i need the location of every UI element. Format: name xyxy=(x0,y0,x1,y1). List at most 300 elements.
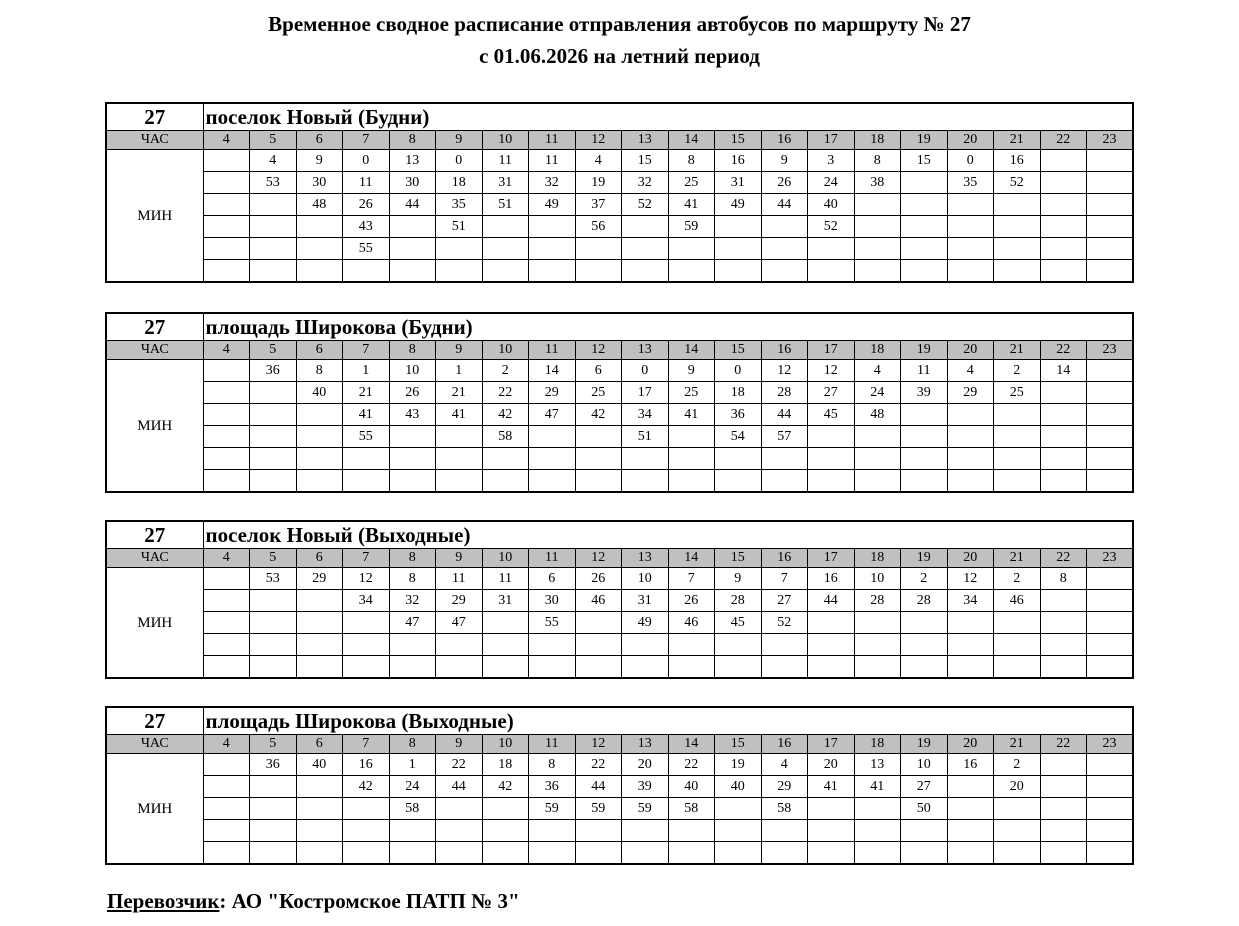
minute-cell xyxy=(854,612,901,634)
hour-cell: 11 xyxy=(529,735,576,754)
minute-cell: 28 xyxy=(715,590,762,612)
minute-cell xyxy=(482,260,529,283)
route-number: 27 xyxy=(106,103,203,131)
hour-cell: 5 xyxy=(250,735,297,754)
minute-cell: 14 xyxy=(529,360,576,382)
hour-cell: 8 xyxy=(389,341,436,360)
minute-cell: 25 xyxy=(668,382,715,404)
minute-cell xyxy=(715,842,762,865)
minute-cell: 2 xyxy=(994,360,1041,382)
hour-cell: 17 xyxy=(808,341,855,360)
minute-cell: 45 xyxy=(715,612,762,634)
minute-cell xyxy=(250,776,297,798)
minute-cell: 9 xyxy=(296,150,343,172)
minute-cell xyxy=(947,656,994,679)
minute-cell xyxy=(389,448,436,470)
minute-cell: 7 xyxy=(668,568,715,590)
minute-cell xyxy=(203,360,250,382)
minute-cell xyxy=(203,216,250,238)
hour-cell: 7 xyxy=(343,549,390,568)
minute-cell: 16 xyxy=(715,150,762,172)
hour-cell: 18 xyxy=(854,131,901,150)
hour-cell: 5 xyxy=(250,341,297,360)
hours-row xyxy=(106,131,1133,150)
minute-cell xyxy=(436,656,483,679)
hour-cell: 4 xyxy=(203,735,250,754)
minute-cell xyxy=(901,172,948,194)
minute-cell: 49 xyxy=(715,194,762,216)
minute-cell xyxy=(250,656,297,679)
minute-cell: 58 xyxy=(482,426,529,448)
hour-cell: 20 xyxy=(947,341,994,360)
minute-cell xyxy=(436,426,483,448)
hour-cell: 13 xyxy=(622,735,669,754)
minute-cell xyxy=(529,656,576,679)
minute-cell xyxy=(947,776,994,798)
minutes-row xyxy=(106,470,1133,493)
minutes-row xyxy=(106,260,1133,283)
minute-cell xyxy=(715,798,762,820)
minute-cell xyxy=(668,634,715,656)
minute-cell: 8 xyxy=(296,360,343,382)
minute-cell xyxy=(529,260,576,283)
minute-cell: 31 xyxy=(482,590,529,612)
minute-cell: 35 xyxy=(436,194,483,216)
hour-cell: 17 xyxy=(808,549,855,568)
minute-cell xyxy=(901,820,948,842)
minute-cell xyxy=(715,634,762,656)
minute-cell: 44 xyxy=(761,194,808,216)
minute-cell: 4 xyxy=(250,150,297,172)
minutes-label: МИН xyxy=(106,754,203,865)
minute-cell xyxy=(947,634,994,656)
minute-cell: 47 xyxy=(389,612,436,634)
minute-cell xyxy=(808,842,855,865)
minute-cell xyxy=(715,470,762,493)
hours-row xyxy=(106,735,1133,754)
minute-cell: 24 xyxy=(389,776,436,798)
hour-cell: 4 xyxy=(203,131,250,150)
minute-cell xyxy=(994,216,1041,238)
minute-cell xyxy=(250,798,297,820)
minute-cell: 2 xyxy=(994,568,1041,590)
route-number: 27 xyxy=(106,521,203,549)
minute-cell xyxy=(343,798,390,820)
minute-cell xyxy=(1040,216,1087,238)
minute-cell xyxy=(203,150,250,172)
minute-cell: 22 xyxy=(482,382,529,404)
hour-cell: 23 xyxy=(1087,735,1134,754)
minute-cell xyxy=(296,634,343,656)
minute-cell xyxy=(1040,798,1087,820)
minute-cell xyxy=(1040,426,1087,448)
minute-cell xyxy=(1040,590,1087,612)
minute-cell xyxy=(715,448,762,470)
minute-cell xyxy=(1087,360,1134,382)
minute-cell xyxy=(1087,238,1134,260)
minute-cell xyxy=(203,238,250,260)
minute-cell xyxy=(250,238,297,260)
direction-title: поселок Новый (Будни) xyxy=(203,103,1133,131)
minute-cell xyxy=(203,776,250,798)
minute-cell xyxy=(994,470,1041,493)
minute-cell: 38 xyxy=(854,172,901,194)
minute-cell: 24 xyxy=(808,172,855,194)
minute-cell xyxy=(854,820,901,842)
minute-cell xyxy=(436,238,483,260)
minute-cell: 2 xyxy=(901,568,948,590)
minute-cell: 12 xyxy=(947,568,994,590)
minute-cell xyxy=(203,798,250,820)
hour-cell: 11 xyxy=(529,131,576,150)
minute-cell: 53 xyxy=(250,568,297,590)
minute-cell: 44 xyxy=(389,194,436,216)
minute-cell xyxy=(1040,382,1087,404)
minute-cell xyxy=(808,634,855,656)
minute-cell xyxy=(436,798,483,820)
minute-cell xyxy=(622,238,669,260)
hours-row xyxy=(106,341,1133,360)
hour-cell: 14 xyxy=(668,131,715,150)
minute-cell: 13 xyxy=(389,150,436,172)
minute-cell xyxy=(901,612,948,634)
hour-cell: 7 xyxy=(343,341,390,360)
minute-cell xyxy=(761,820,808,842)
hour-cell: 10 xyxy=(482,735,529,754)
minute-cell: 16 xyxy=(947,754,994,776)
timetable-header xyxy=(106,103,1133,131)
minute-cell xyxy=(947,448,994,470)
minute-cell xyxy=(622,260,669,283)
minute-cell xyxy=(203,470,250,493)
minute-cell xyxy=(994,842,1041,865)
minute-cell xyxy=(668,820,715,842)
minute-cell xyxy=(994,194,1041,216)
hour-cell: 15 xyxy=(715,341,762,360)
minute-cell: 22 xyxy=(668,754,715,776)
minute-cell xyxy=(1087,150,1134,172)
hour-label: ЧАС xyxy=(106,341,203,360)
hour-cell: 5 xyxy=(250,131,297,150)
minute-cell: 3 xyxy=(808,150,855,172)
hour-cell: 23 xyxy=(1087,549,1134,568)
hour-cell: 15 xyxy=(715,549,762,568)
minute-cell: 29 xyxy=(436,590,483,612)
minute-cell xyxy=(482,634,529,656)
minutes-row xyxy=(106,798,1133,820)
minute-cell: 12 xyxy=(343,568,390,590)
hour-cell: 19 xyxy=(901,735,948,754)
hour-cell: 22 xyxy=(1040,341,1087,360)
minute-cell: 47 xyxy=(529,404,576,426)
minute-cell: 18 xyxy=(715,382,762,404)
minute-cell: 52 xyxy=(994,172,1041,194)
hour-cell: 8 xyxy=(389,735,436,754)
minute-cell xyxy=(296,470,343,493)
minute-cell xyxy=(250,842,297,865)
minute-cell: 56 xyxy=(575,216,622,238)
minute-cell xyxy=(343,656,390,679)
minute-cell xyxy=(296,590,343,612)
minute-cell: 55 xyxy=(529,612,576,634)
minute-cell xyxy=(1087,656,1134,679)
minute-cell: 43 xyxy=(343,216,390,238)
minute-cell: 36 xyxy=(529,776,576,798)
hour-cell: 22 xyxy=(1040,549,1087,568)
hour-cell: 18 xyxy=(854,735,901,754)
hour-cell: 4 xyxy=(203,341,250,360)
minute-cell: 40 xyxy=(296,754,343,776)
minute-cell: 48 xyxy=(296,194,343,216)
minute-cell xyxy=(250,612,297,634)
minute-cell xyxy=(808,238,855,260)
minute-cell xyxy=(1040,656,1087,679)
timetable-header xyxy=(106,521,1133,549)
minute-cell xyxy=(854,448,901,470)
hour-cell: 6 xyxy=(296,131,343,150)
minute-cell xyxy=(808,470,855,493)
timetable-header xyxy=(106,313,1133,341)
minute-cell: 29 xyxy=(947,382,994,404)
minute-cell xyxy=(389,842,436,865)
minute-cell xyxy=(203,612,250,634)
minute-cell: 10 xyxy=(854,568,901,590)
timetable xyxy=(105,706,1134,865)
minutes-row xyxy=(106,360,1133,382)
minute-cell xyxy=(203,590,250,612)
minute-cell xyxy=(901,238,948,260)
minute-cell xyxy=(296,820,343,842)
minute-cell: 11 xyxy=(529,150,576,172)
minute-cell: 6 xyxy=(575,360,622,382)
minutes-row xyxy=(106,754,1133,776)
hour-cell: 23 xyxy=(1087,131,1134,150)
minute-cell xyxy=(389,820,436,842)
minute-cell xyxy=(854,426,901,448)
minute-cell xyxy=(575,470,622,493)
minute-cell xyxy=(715,216,762,238)
minute-cell xyxy=(575,842,622,865)
minute-cell: 59 xyxy=(622,798,669,820)
minute-cell: 34 xyxy=(947,590,994,612)
hour-cell: 19 xyxy=(901,341,948,360)
minute-cell xyxy=(296,238,343,260)
minute-cell: 11 xyxy=(482,568,529,590)
hour-cell: 19 xyxy=(901,549,948,568)
minute-cell xyxy=(668,448,715,470)
minute-cell: 20 xyxy=(994,776,1041,798)
minute-cell: 55 xyxy=(343,426,390,448)
minute-cell: 19 xyxy=(575,172,622,194)
minute-cell: 59 xyxy=(575,798,622,820)
minute-cell xyxy=(575,820,622,842)
minute-cell: 39 xyxy=(622,776,669,798)
hour-cell: 22 xyxy=(1040,735,1087,754)
minute-cell: 27 xyxy=(901,776,948,798)
minute-cell xyxy=(1040,776,1087,798)
minute-cell xyxy=(854,842,901,865)
hour-cell: 12 xyxy=(575,131,622,150)
minute-cell: 36 xyxy=(715,404,762,426)
minute-cell: 53 xyxy=(250,172,297,194)
minute-cell xyxy=(482,798,529,820)
minutes-row xyxy=(106,842,1133,865)
minute-cell: 49 xyxy=(529,194,576,216)
hours-row xyxy=(106,549,1133,568)
minute-cell: 27 xyxy=(761,590,808,612)
minute-cell xyxy=(575,238,622,260)
minute-cell: 41 xyxy=(808,776,855,798)
minute-cell xyxy=(296,448,343,470)
minute-cell xyxy=(482,448,529,470)
hour-cell: 10 xyxy=(482,549,529,568)
minute-cell: 28 xyxy=(901,590,948,612)
minutes-row xyxy=(106,656,1133,679)
minute-cell xyxy=(1040,634,1087,656)
minute-cell: 13 xyxy=(854,754,901,776)
minute-cell xyxy=(343,634,390,656)
minute-cell xyxy=(808,612,855,634)
minute-cell xyxy=(994,820,1041,842)
minute-cell xyxy=(994,404,1041,426)
minute-cell xyxy=(250,260,297,283)
minute-cell: 31 xyxy=(715,172,762,194)
minute-cell xyxy=(761,238,808,260)
minute-cell: 35 xyxy=(947,172,994,194)
minutes-row xyxy=(106,426,1133,448)
hour-cell: 16 xyxy=(761,549,808,568)
minute-cell xyxy=(1087,382,1134,404)
minute-cell: 58 xyxy=(389,798,436,820)
minute-cell: 51 xyxy=(622,426,669,448)
minute-cell: 52 xyxy=(622,194,669,216)
minute-cell xyxy=(1087,448,1134,470)
minute-cell xyxy=(529,634,576,656)
minute-cell xyxy=(901,470,948,493)
minute-cell: 18 xyxy=(482,754,529,776)
minute-cell: 30 xyxy=(389,172,436,194)
minute-cell: 21 xyxy=(343,382,390,404)
minute-cell xyxy=(854,194,901,216)
minute-cell xyxy=(761,634,808,656)
minute-cell: 32 xyxy=(529,172,576,194)
minute-cell: 11 xyxy=(482,150,529,172)
minute-cell xyxy=(296,260,343,283)
minute-cell xyxy=(994,798,1041,820)
minute-cell: 0 xyxy=(343,150,390,172)
minute-cell: 40 xyxy=(668,776,715,798)
minute-cell: 2 xyxy=(994,754,1041,776)
hour-cell: 13 xyxy=(622,549,669,568)
minute-cell xyxy=(203,426,250,448)
minute-cell xyxy=(947,238,994,260)
hour-cell: 21 xyxy=(994,735,1041,754)
minute-cell xyxy=(343,470,390,493)
minute-cell: 7 xyxy=(761,568,808,590)
minutes-row xyxy=(106,238,1133,260)
minute-cell: 17 xyxy=(622,382,669,404)
minute-cell: 44 xyxy=(761,404,808,426)
minute-cell: 9 xyxy=(715,568,762,590)
minute-cell: 8 xyxy=(529,754,576,776)
minute-cell: 42 xyxy=(343,776,390,798)
minute-cell: 34 xyxy=(343,590,390,612)
carrier-label: Перевозчик xyxy=(107,889,220,913)
minute-cell: 44 xyxy=(436,776,483,798)
minute-cell: 19 xyxy=(715,754,762,776)
minute-cell xyxy=(529,238,576,260)
minute-cell: 1 xyxy=(389,754,436,776)
direction-title: площадь Широкова (Выходные) xyxy=(203,707,1133,735)
minute-cell xyxy=(668,842,715,865)
minute-cell: 36 xyxy=(250,754,297,776)
minute-cell: 1 xyxy=(436,360,483,382)
minute-cell: 15 xyxy=(622,150,669,172)
timetable xyxy=(105,520,1134,679)
hour-cell: 18 xyxy=(854,341,901,360)
timetable xyxy=(105,102,1134,283)
minute-cell: 27 xyxy=(808,382,855,404)
minute-cell xyxy=(250,216,297,238)
minute-cell xyxy=(1087,404,1134,426)
minute-cell: 55 xyxy=(343,238,390,260)
hour-cell: 16 xyxy=(761,341,808,360)
minute-cell xyxy=(761,260,808,283)
minute-cell: 28 xyxy=(761,382,808,404)
minute-cell xyxy=(947,426,994,448)
minute-cell: 14 xyxy=(1040,360,1087,382)
minute-cell: 46 xyxy=(575,590,622,612)
minute-cell xyxy=(901,656,948,679)
minute-cell: 25 xyxy=(575,382,622,404)
hour-label: ЧАС xyxy=(106,735,203,754)
minute-cell xyxy=(947,470,994,493)
minute-cell xyxy=(250,470,297,493)
minute-cell xyxy=(1040,842,1087,865)
minute-cell xyxy=(854,260,901,283)
minute-cell: 31 xyxy=(622,590,669,612)
minute-cell: 41 xyxy=(668,194,715,216)
route-number: 27 xyxy=(106,313,203,341)
minute-cell xyxy=(622,634,669,656)
hour-cell: 16 xyxy=(761,735,808,754)
minute-cell: 26 xyxy=(389,382,436,404)
minute-cell xyxy=(1087,776,1134,798)
minute-cell xyxy=(1087,426,1134,448)
minutes-row xyxy=(106,216,1133,238)
minute-cell: 28 xyxy=(854,590,901,612)
minute-cell xyxy=(250,404,297,426)
minute-cell xyxy=(1040,470,1087,493)
minute-cell xyxy=(947,798,994,820)
hour-cell: 13 xyxy=(622,131,669,150)
minute-cell xyxy=(1040,150,1087,172)
minute-cell: 57 xyxy=(761,426,808,448)
minute-cell xyxy=(994,612,1041,634)
minute-cell xyxy=(761,842,808,865)
minute-cell xyxy=(901,426,948,448)
minute-cell: 34 xyxy=(622,404,669,426)
minute-cell xyxy=(715,820,762,842)
minute-cell xyxy=(715,260,762,283)
minute-cell xyxy=(203,172,250,194)
minute-cell: 41 xyxy=(343,404,390,426)
hour-cell: 5 xyxy=(250,549,297,568)
minute-cell xyxy=(901,842,948,865)
minute-cell: 41 xyxy=(436,404,483,426)
minute-cell: 21 xyxy=(436,382,483,404)
minute-cell: 37 xyxy=(575,194,622,216)
